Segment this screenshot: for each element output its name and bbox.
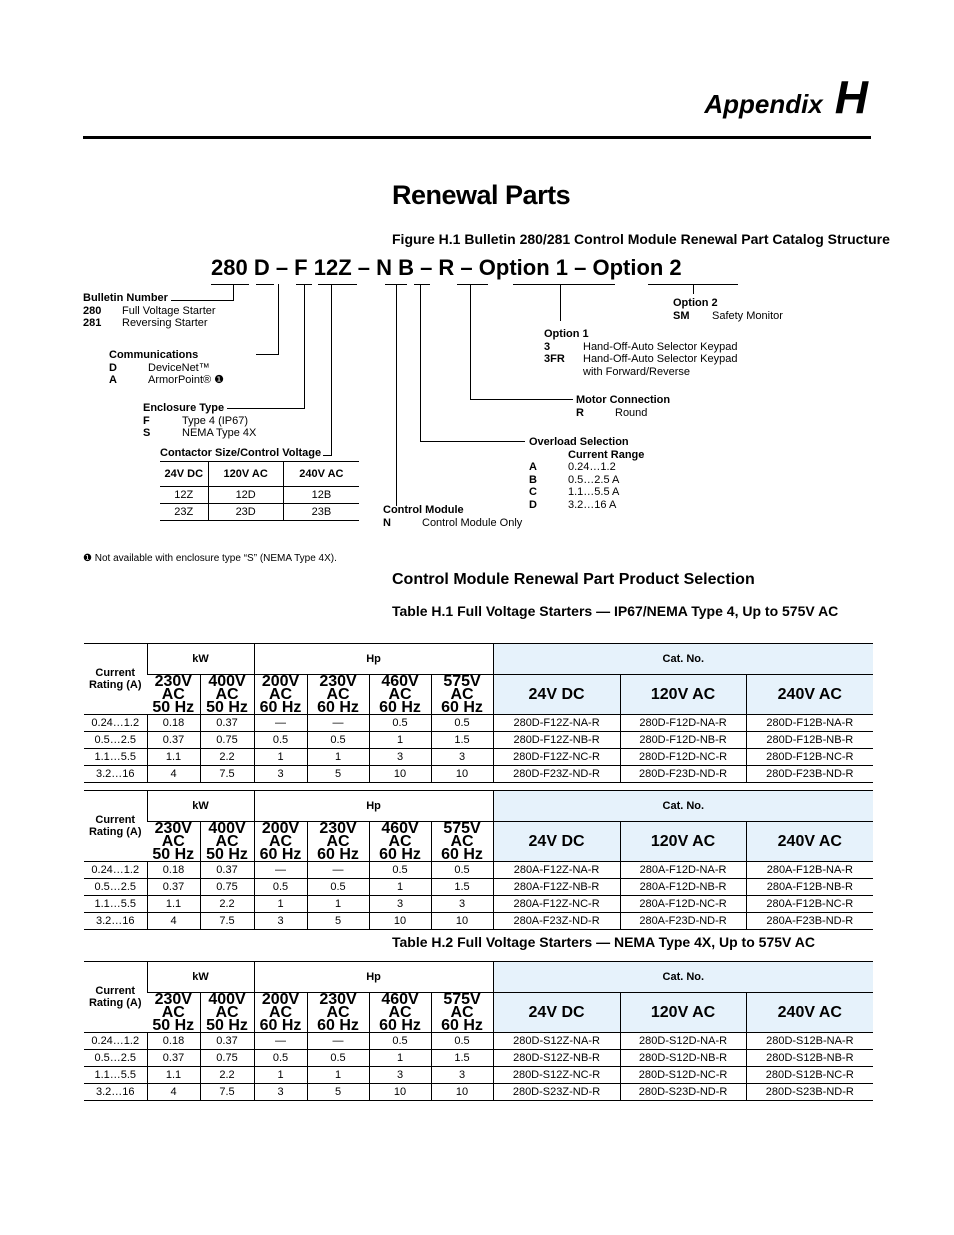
footnote: ❶ Not available with enclosure type “S” (NEMA Type 4X).	[83, 553, 337, 564]
table-cell: 1	[307, 749, 369, 766]
table-cell: 280D-F23D-ND-R	[620, 766, 746, 783]
control-module-code: N	[383, 516, 391, 529]
table-subheader-row	[84, 993, 873, 1033]
motor-code: R	[576, 406, 584, 419]
table-cell: 7.5	[200, 1084, 254, 1101]
contactor-col-header: 120V AC	[208, 462, 283, 487]
table-cell: 280D-S12Z-NA-R	[493, 1033, 620, 1050]
bulletin-number-legend	[83, 292, 216, 330]
table-cell: 4	[147, 766, 200, 783]
communications-desc: ArmorPoint® ❶	[148, 374, 225, 386]
contactor-size-table	[160, 461, 359, 521]
current-rating-header: Current Rating (A)	[84, 791, 147, 862]
enclosure-label: Enclosure Type	[143, 402, 225, 414]
table-cell: 280D-S12B-NC-R	[746, 1067, 873, 1084]
table-cell: 280A-F12Z-NB-R	[493, 879, 620, 896]
kw-col-header: 230V AC 50 Hz	[147, 675, 200, 715]
table-cell: 0.5	[369, 1033, 431, 1050]
table-row	[84, 913, 873, 930]
table-cell: 3	[431, 1067, 493, 1084]
kw-group-header: kW	[147, 791, 254, 822]
table-cell: 280A-F12Z-NC-R	[493, 896, 620, 913]
table-cell: 280D-S12D-NA-R	[620, 1033, 746, 1050]
communications-code: A	[109, 374, 117, 386]
table-cell: 280A-F12D-NA-R	[620, 862, 746, 879]
cat-no-group-header: Cat. No.	[493, 791, 873, 822]
table-cell: 7.5	[200, 766, 254, 783]
table-cell: 3	[431, 749, 493, 766]
contactor-cell: 12B	[283, 487, 359, 504]
table-cell: 0.5	[431, 862, 493, 879]
product-table	[84, 643, 873, 783]
table-cell: 4	[147, 1084, 200, 1101]
table-row	[84, 766, 873, 783]
option2-code: SM	[673, 309, 690, 322]
enclosure-code: F	[143, 414, 150, 427]
bulletin-code: 280	[83, 304, 102, 317]
table-row	[84, 1067, 873, 1084]
table-cell: 280D-F12Z-NC-R	[493, 749, 620, 766]
product-table	[84, 961, 873, 1101]
contactor-cell: 12D	[208, 487, 283, 504]
table-cell: 10	[369, 766, 431, 783]
table-cell: 3	[254, 766, 307, 783]
table-cell: 0.5	[307, 879, 369, 896]
table-header-row	[84, 962, 873, 993]
table-cell: 280D-S12Z-NC-R	[493, 1067, 620, 1084]
table-cell: 3	[369, 1067, 431, 1084]
table-subheader-row	[84, 675, 873, 715]
hp-col-header: 200V AC 60 Hz	[254, 993, 307, 1033]
table-cell: 1.1	[147, 896, 200, 913]
table-cell: —	[307, 1033, 369, 1050]
table-cell: 0.5	[431, 715, 493, 732]
table-cell: 1.1…5.5	[84, 749, 147, 766]
header-rule	[83, 136, 871, 139]
contactor-cell: 12Z	[160, 487, 208, 504]
table-cell: 280D-F12D-NA-R	[620, 715, 746, 732]
table-cell: 280D-F23Z-ND-R	[493, 766, 620, 783]
table-cell: 1	[369, 1050, 431, 1067]
table-cell: 0.5	[254, 879, 307, 896]
table-cell: 1.1	[147, 1067, 200, 1084]
contactor-col-header: 240V AC	[283, 462, 359, 487]
overload-desc: 3.2…16 A	[568, 498, 617, 511]
option1-legend	[544, 328, 738, 378]
control-module-label: Control Module	[383, 504, 464, 516]
table-cell: 280D-S12D-NB-R	[620, 1050, 746, 1067]
kw-col-header: 230V AC 50 Hz	[147, 993, 200, 1033]
table-cell: 0.5	[369, 715, 431, 732]
table-h1-caption: Table H.1 Full Voltage Starters — IP67/NEMA Type 4, Up to 575V AC	[392, 603, 839, 619]
table-row	[84, 749, 873, 766]
table-cell: —	[254, 715, 307, 732]
table-cell: 1.5	[431, 879, 493, 896]
table-cell: 1	[307, 1067, 369, 1084]
overload-code: A	[529, 461, 537, 473]
table-cell: 280D-F12B-NA-R	[746, 715, 873, 732]
hp-group-header: Hp	[254, 644, 493, 675]
table-cell: 10	[369, 913, 431, 930]
table-cell: —	[307, 862, 369, 879]
contactor-cell: 23D	[208, 504, 283, 521]
table-h2-caption: Table H.2 Full Voltage Starters — NEMA Type 4X, Up to 575V AC	[392, 934, 815, 950]
cat-no-col-header: 120V AC	[620, 822, 746, 862]
kw-col-header: 400V AC 50 Hz	[200, 675, 254, 715]
table-row	[84, 1033, 873, 1050]
table-cell: 0.18	[147, 715, 200, 732]
option2-desc: Safety Monitor	[712, 309, 783, 322]
table-cell: 280D-S12B-NB-R	[746, 1050, 873, 1067]
current-rating-header: Current Rating (A)	[84, 962, 147, 1033]
table-cell: 280A-F23B-ND-R	[746, 913, 873, 930]
kw-col-header: 400V AC 50 Hz	[200, 822, 254, 862]
table-cell: 1	[307, 896, 369, 913]
table-cell: 0.5	[307, 1050, 369, 1067]
cat-no-col-header: 240V AC	[746, 993, 873, 1033]
table-cell: 0.5…2.5	[84, 732, 147, 749]
table-cell: 1	[369, 732, 431, 749]
option1-code: 3	[544, 340, 551, 353]
communications-code: D	[109, 361, 117, 374]
table-cell: 280D-S23D-ND-R	[620, 1084, 746, 1101]
hp-col-header: 460V AC 60 Hz	[369, 675, 431, 715]
table-cell: 280D-S23Z-ND-R	[493, 1084, 620, 1101]
cat-no-col-header: 24V DC	[493, 675, 620, 715]
catalog-structure-string: 280 D – F 12Z – N B – R – Option 1 – Option 2	[211, 255, 682, 280]
cat-no-group-header: Cat. No.	[493, 962, 873, 993]
table-cell: 280A-F12D-NB-R	[620, 879, 746, 896]
table-cell: 0.37	[147, 1050, 200, 1067]
table-cell: 10	[431, 766, 493, 783]
table-cell: 280D-F12D-NB-R	[620, 732, 746, 749]
option2-legend	[673, 297, 783, 322]
motor-connection-legend	[576, 394, 670, 419]
table-cell: 3.2…16	[84, 766, 147, 783]
table-cell: 0.24…1.2	[84, 1033, 147, 1050]
table-cell: 280D-F12Z-NB-R	[493, 732, 620, 749]
hp-col-header: 230V AC 60 Hz	[307, 993, 369, 1033]
table-cell: 3	[431, 896, 493, 913]
table-cell: 280D-F23B-ND-R	[746, 766, 873, 783]
overload-label: Overload Selection	[529, 436, 629, 448]
overload-selection-legend	[529, 436, 644, 511]
table-header-row	[84, 791, 873, 822]
table-cell: —	[307, 715, 369, 732]
cat-no-group-header: Cat. No.	[493, 644, 873, 675]
option2-label: Option 2	[673, 297, 718, 309]
table-cell: —	[254, 862, 307, 879]
page-title: Renewal Parts	[392, 180, 571, 210]
table-row	[84, 896, 873, 913]
table-cell: 0.37	[147, 732, 200, 749]
table-cell: 0.18	[147, 862, 200, 879]
appendix-heading	[704, 70, 868, 124]
table-cell: 2.2	[200, 1067, 254, 1084]
kw-col-header: 230V AC 50 Hz	[147, 822, 200, 862]
figure-title: Figure H.1 Bulletin 280/281 Control Module Renewal Part Catalog Structure	[392, 231, 890, 247]
hp-col-header: 575V AC 60 Hz	[431, 822, 493, 862]
table-cell: 10	[431, 1084, 493, 1101]
table-cell: 280D-F12D-NC-R	[620, 749, 746, 766]
motor-desc: Round	[615, 406, 648, 419]
overload-desc: 0.5…2.5 A	[568, 473, 620, 486]
table-cell: 0.5	[254, 1050, 307, 1067]
table-cell: 0.5	[431, 1033, 493, 1050]
table-cell: 0.18	[147, 1033, 200, 1050]
table-row	[84, 1050, 873, 1067]
table-cell: 0.5	[369, 862, 431, 879]
option1-desc: with Forward/Reverse	[583, 365, 690, 378]
table-cell: 10	[369, 1084, 431, 1101]
hp-col-header: 460V AC 60 Hz	[369, 993, 431, 1033]
table-cell: 280A-F12D-NC-R	[620, 896, 746, 913]
table-cell: —	[254, 1033, 307, 1050]
table-cell: 280D-S12D-NC-R	[620, 1067, 746, 1084]
table-cell: 280A-F12B-NB-R	[746, 879, 873, 896]
hp-col-header: 230V AC 60 Hz	[307, 822, 369, 862]
bulletin-label: Bulletin Number	[83, 292, 168, 304]
option1-code: 3FR	[544, 353, 565, 365]
table-cell: 2.2	[200, 896, 254, 913]
table-cell: 1.1	[147, 749, 200, 766]
table-cell: 5	[307, 913, 369, 930]
table-cell: 0.5…2.5	[84, 1050, 147, 1067]
hp-col-header: 230V AC 60 Hz	[307, 675, 369, 715]
enclosure-desc: NEMA Type 4X	[182, 427, 257, 439]
table-cell: 0.37	[200, 862, 254, 879]
overload-desc: 1.1…5.5 A	[568, 486, 620, 498]
table-cell: 1.5	[431, 1050, 493, 1067]
table-cell: 3.2…16	[84, 913, 147, 930]
table-row	[160, 487, 359, 504]
table-cell: 0.75	[200, 1050, 254, 1067]
contactor-col-header: 24V DC	[160, 462, 208, 487]
table-cell: 280A-F23Z-ND-R	[493, 913, 620, 930]
table-cell: 280D-S12Z-NB-R	[493, 1050, 620, 1067]
overload-code: D	[529, 498, 537, 511]
overload-code: C	[529, 486, 537, 498]
contactor-label-text: Contactor Size/Control Voltage	[160, 447, 322, 459]
table-cell: 1.1…5.5	[84, 1067, 147, 1084]
communications-desc: DeviceNet™	[148, 361, 210, 374]
table-cell: 5	[307, 1084, 369, 1101]
table-cell: 1	[254, 749, 307, 766]
table-cell: 280D-S23B-ND-R	[746, 1084, 873, 1101]
communications-legend	[109, 349, 224, 387]
product-table	[84, 790, 873, 930]
bulletin-desc: Full Voltage Starter	[122, 304, 216, 317]
table-cell: 3.2…16	[84, 1084, 147, 1101]
table-cell: 0.75	[200, 879, 254, 896]
table-cell: 280A-F12B-NC-R	[746, 896, 873, 913]
option1-label: Option 1	[544, 328, 589, 340]
table-header-row	[84, 644, 873, 675]
table-cell: 1	[369, 879, 431, 896]
kw-group-header: kW	[147, 644, 254, 675]
table-cell: 280A-F12Z-NA-R	[493, 862, 620, 879]
hp-col-header: 575V AC 60 Hz	[431, 675, 493, 715]
table-cell: 280A-F23D-ND-R	[620, 913, 746, 930]
overload-desc: 0.24…1.2	[568, 461, 616, 473]
table-cell: 280D-F12B-NC-R	[746, 749, 873, 766]
table-cell: 1	[254, 896, 307, 913]
table-row	[84, 879, 873, 896]
bulletin-code: 281	[83, 317, 102, 329]
cat-no-col-header: 24V DC	[493, 822, 620, 862]
table-cell: 0.24…1.2	[84, 862, 147, 879]
control-module-legend	[383, 504, 522, 529]
hp-col-header: 575V AC 60 Hz	[431, 993, 493, 1033]
table-cell: 0.24…1.2	[84, 715, 147, 732]
table-cell: 7.5	[200, 913, 254, 930]
hp-group-header: Hp	[254, 791, 493, 822]
table-cell: 3	[369, 896, 431, 913]
overload-sublabel: Current Range	[568, 448, 645, 461]
table-cell: 0.5	[307, 732, 369, 749]
table-cell: 10	[431, 913, 493, 930]
table-cell: 1.1…5.5	[84, 896, 147, 913]
appendix-letter: H	[834, 71, 868, 123]
kw-col-header: 400V AC 50 Hz	[200, 993, 254, 1033]
contactor-size-label	[160, 447, 321, 460]
option1-desc: Hand-Off-Auto Selector Keypad	[583, 340, 738, 353]
appendix-word: Appendix	[704, 89, 823, 119]
table-cell: 280D-F12Z-NA-R	[493, 715, 620, 732]
table-row	[84, 1084, 873, 1101]
cat-no-col-header: 240V AC	[746, 822, 873, 862]
current-rating-header: Current Rating (A)	[84, 644, 147, 715]
table-cell: 0.37	[200, 715, 254, 732]
option1-desc: Hand-Off-Auto Selector Keypad	[583, 353, 738, 365]
cat-no-col-header: 120V AC	[620, 993, 746, 1033]
table-row	[84, 732, 873, 749]
table-cell: 0.75	[200, 732, 254, 749]
table-cell: 280D-F12B-NB-R	[746, 732, 873, 749]
motor-label: Motor Connection	[576, 394, 671, 406]
table-row	[84, 862, 873, 879]
table-cell: 0.37	[200, 1033, 254, 1050]
table-row	[160, 504, 359, 521]
table-cell: 3	[369, 749, 431, 766]
communications-label: Communications	[109, 349, 199, 361]
table-cell: 1.5	[431, 732, 493, 749]
kw-group-header: kW	[147, 962, 254, 993]
enclosure-code: S	[143, 427, 151, 439]
hp-col-header: 200V AC 60 Hz	[254, 822, 307, 862]
table-cell: 1	[254, 1067, 307, 1084]
table-row	[84, 715, 873, 732]
bulletin-desc: Reversing Starter	[122, 317, 208, 329]
overload-code: B	[529, 473, 537, 486]
table-subheader-row	[84, 822, 873, 862]
contactor-cell: 23Z	[160, 504, 208, 521]
table-cell: 280D-S12B-NA-R	[746, 1033, 873, 1050]
table-cell: 3	[254, 1084, 307, 1101]
control-module-desc: Control Module Only	[422, 516, 523, 529]
cat-no-col-header: 24V DC	[493, 993, 620, 1033]
table-cell: 0.5…2.5	[84, 879, 147, 896]
hp-col-header: 200V AC 60 Hz	[254, 675, 307, 715]
table-cell: 2.2	[200, 749, 254, 766]
section-title: Control Module Renewal Part Product Selection	[392, 571, 755, 588]
enclosure-type-legend	[143, 402, 256, 440]
table-cell: 0.37	[147, 879, 200, 896]
cat-no-col-header: 240V AC	[746, 675, 873, 715]
table-cell: 3	[254, 913, 307, 930]
cat-no-col-header: 120V AC	[620, 675, 746, 715]
table-cell: 5	[307, 766, 369, 783]
contactor-cell: 23B	[283, 504, 359, 521]
table-cell: 4	[147, 913, 200, 930]
hp-col-header: 460V AC 60 Hz	[369, 822, 431, 862]
enclosure-desc: Type 4 (IP67)	[182, 414, 249, 427]
table-cell: 0.5	[254, 732, 307, 749]
table-cell: 280A-F12B-NA-R	[746, 862, 873, 879]
hp-group-header: Hp	[254, 962, 493, 993]
